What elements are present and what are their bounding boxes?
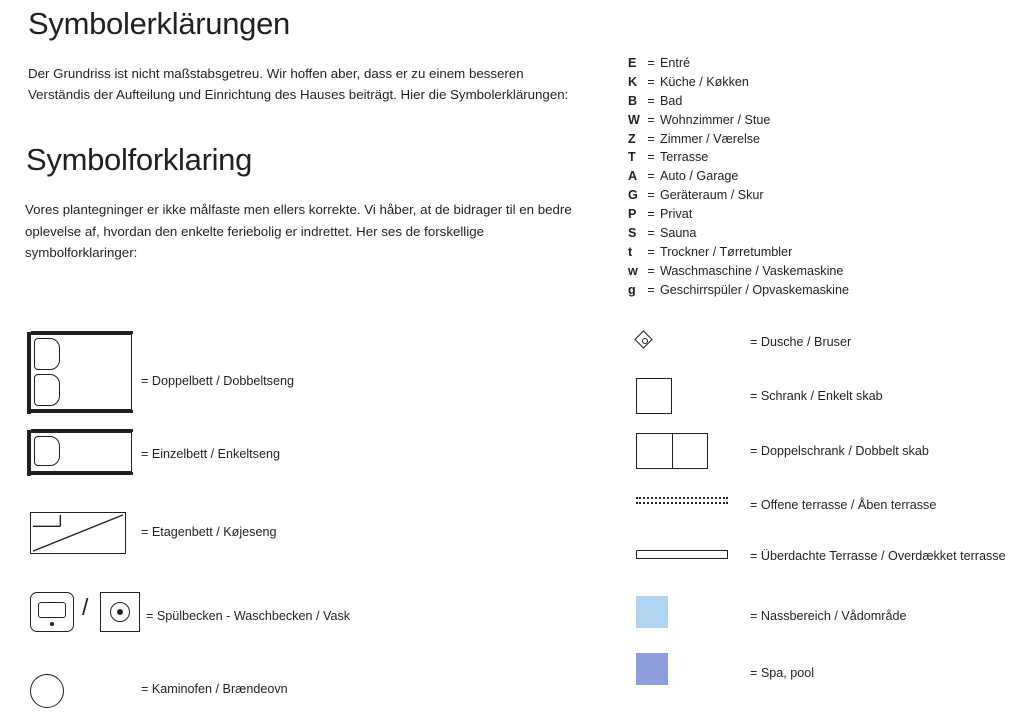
abbreviation-key: T: [628, 150, 636, 165]
abbreviation-text: Geräteraum / Skur: [660, 188, 764, 203]
abbreviation-text: Küche / Køkken: [660, 74, 749, 89]
intro-paragraph-de: Der Grundriss ist nicht maßstabsgetreu. Wir hoffen aber, dass er zu einem besseren Verständis der Aufteilung und Einrichtung des Hauses beiträgt. Hier die Symbolerklärungen:: [28, 65, 569, 103]
legend-label: = Doppelschrank / Dobbelt skab: [750, 444, 929, 458]
equals-sign: =: [647, 56, 655, 70]
legend-label: = Einzelbett / Enkeltseng: [141, 447, 280, 461]
legend-label: = Spülbecken - Waschbecken / Vask: [146, 609, 351, 623]
bunk-bed-icon: [30, 512, 126, 554]
abbreviation-key: w: [628, 263, 638, 278]
abbreviation-text: Auto / Garage: [660, 169, 739, 184]
equals-sign: =: [647, 93, 655, 108]
abbreviation-key: P: [628, 207, 637, 222]
open-terrace-icon: [636, 497, 728, 504]
abbreviation-text: Zimmer / Værelse: [660, 131, 761, 146]
abbreviation-key: B: [628, 93, 638, 108]
abbreviation-row: [628, 113, 849, 132]
spa-pool-swatch: [636, 653, 668, 685]
abbreviation-key: g: [628, 282, 636, 297]
equals-sign: =: [647, 282, 655, 297]
abbreviation-key: K: [628, 74, 638, 89]
left-text-column: [25, 0, 588, 264]
legend-label: = Schrank / Enkelt skab: [750, 389, 883, 403]
abbreviation-text: Geschirrspüler / Opvaskemaskine: [660, 282, 849, 297]
equals-sign: =: [647, 226, 655, 241]
abbreviation-row: [628, 207, 849, 226]
abbreviation-key: Z: [628, 131, 636, 146]
abbreviation-key: S: [628, 226, 637, 241]
intro-paragraph-dk: Vores plantegninger er ikke målfaste men ellers korrekte. Vi håber, at de bidrager til en bedre oplevelse af, hvordan den enkelte feriebolig er indrettet. Her ses de forskellige symbolforklaringer:: [25, 202, 572, 261]
equals-sign: =: [647, 263, 655, 278]
equals-sign: =: [647, 112, 655, 127]
legend-label: = Doppelbett / Dobbeltseng: [141, 374, 294, 388]
abbreviation-text: Wohnzimmer / Stue: [660, 112, 771, 127]
stove-icon: [30, 674, 64, 708]
abbreviation-key: A: [628, 169, 638, 184]
abbreviation-text: Sauna: [660, 226, 697, 241]
equals-sign: =: [647, 188, 655, 203]
equals-sign: =: [647, 244, 655, 259]
double-bed-icon: [30, 334, 132, 410]
equals-sign: =: [647, 169, 655, 184]
abbreviation-row: [628, 283, 849, 302]
abbreviation-text: Waschmaschine / Vaskemaskine: [660, 263, 844, 278]
shower-icon: [636, 332, 656, 352]
wet-area-swatch: [636, 596, 668, 628]
abbreviation-key: W: [628, 112, 640, 127]
abbreviation-key: G: [628, 188, 638, 203]
page-title-dk: Symbolforklaring: [26, 141, 253, 177]
abbreviation-row: [628, 132, 849, 151]
equals-sign: =: [647, 74, 655, 89]
abbreviation-row: [628, 75, 849, 94]
legend-label: = Überdachte Terrasse / Overdækket terrasse: [750, 549, 1006, 563]
abbreviation-text: Bad: [660, 93, 683, 108]
abbreviation-row: [628, 94, 849, 113]
abbreviation-text: Terrasse: [660, 150, 709, 165]
page-title-de: Symbolerklärungen: [28, 6, 290, 41]
abbreviation-text: Privat: [660, 207, 693, 222]
equals-sign: =: [647, 150, 655, 165]
abbreviation-row: [628, 169, 849, 188]
abbreviation-key: t: [628, 244, 633, 259]
abbreviation-list: [628, 56, 849, 302]
abbreviation-row: [628, 264, 849, 283]
abbreviation-row: [628, 188, 849, 207]
abbreviation-row: [628, 56, 849, 75]
abbreviation-key: E: [628, 56, 637, 70]
equals-sign: =: [647, 207, 655, 222]
abbreviation-row: [628, 150, 849, 169]
covered-terrace-icon: [636, 550, 728, 559]
abbreviation-text: Entré: [660, 56, 691, 70]
legend-label: = Etagenbett / Køjeseng: [141, 525, 277, 539]
legend-label: = Dusche / Bruser: [750, 335, 852, 349]
abbreviation-row: [628, 226, 849, 245]
legend-label: = Spa, pool: [750, 666, 815, 680]
legend-label: = Offene terrasse / Åben terrasse: [750, 498, 937, 512]
sink-icon: /: [30, 592, 158, 636]
equals-sign: =: [647, 131, 655, 146]
single-bed-icon: [30, 432, 132, 472]
abbreviation-row: [628, 245, 849, 264]
double-cabinet-icon: [636, 433, 708, 469]
single-cabinet-icon: [636, 378, 672, 414]
abbreviation-text: Trockner / Tørretumbler: [660, 244, 793, 259]
legend-label: = Kaminofen / Brændeovn: [141, 682, 288, 696]
legend-label: = Nassbereich / Vådområde: [750, 609, 907, 623]
